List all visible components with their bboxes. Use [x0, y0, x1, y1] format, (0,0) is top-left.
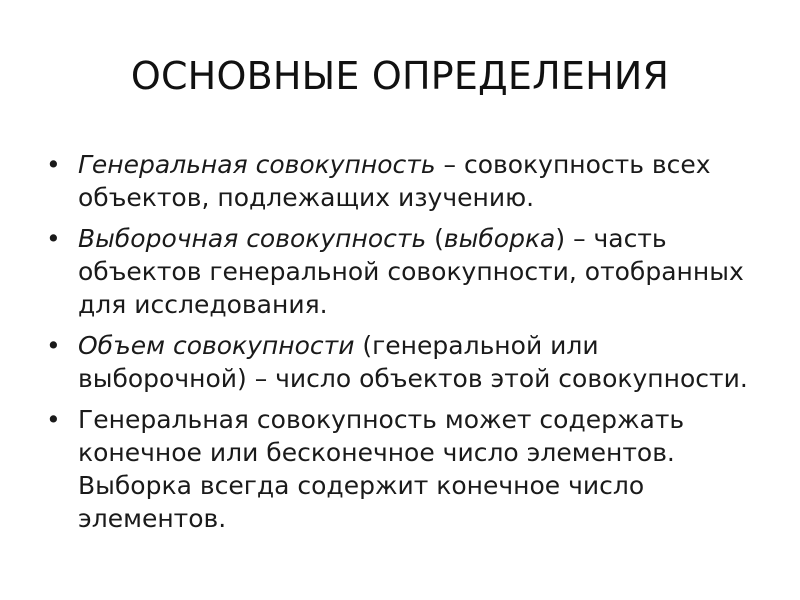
definition-text: (генеральной или выборочной) – число объектов этой совокупности.	[78, 331, 748, 393]
list-item-population-note	[44, 403, 759, 535]
term-sample: выборка	[443, 224, 556, 253]
bullet-icon: •	[46, 150, 61, 179]
list-item-sample-population	[44, 222, 759, 321]
note-text: Генеральная совокупность может содержать конечное или бесконечное число элементов. Выборка всегда содержит конечное число элементов.	[78, 405, 685, 533]
term-sample-population: Выборочная совокупность	[78, 224, 427, 253]
term-general-population: Генеральная совокупность	[78, 150, 436, 179]
bullet-icon: •	[46, 405, 61, 434]
definition-text: – совокупность всех объектов, подлежащих изучению.	[78, 150, 711, 212]
definition-text: ) – часть объектов генеральной совокупности, отобранных для исследования.	[78, 224, 744, 319]
term-population-size: Объем совокупности	[78, 331, 355, 360]
list-item-population-size	[44, 329, 759, 395]
bullet-icon: •	[46, 224, 61, 253]
list-item-general-population	[44, 148, 759, 214]
slide-title: ОСНОВНЫЕ ОПРЕДЕЛЕНИЯ	[130, 54, 670, 98]
bullet-icon: •	[46, 331, 61, 360]
definition-text-paren: (	[426, 224, 444, 253]
definitions-list	[44, 148, 759, 543]
